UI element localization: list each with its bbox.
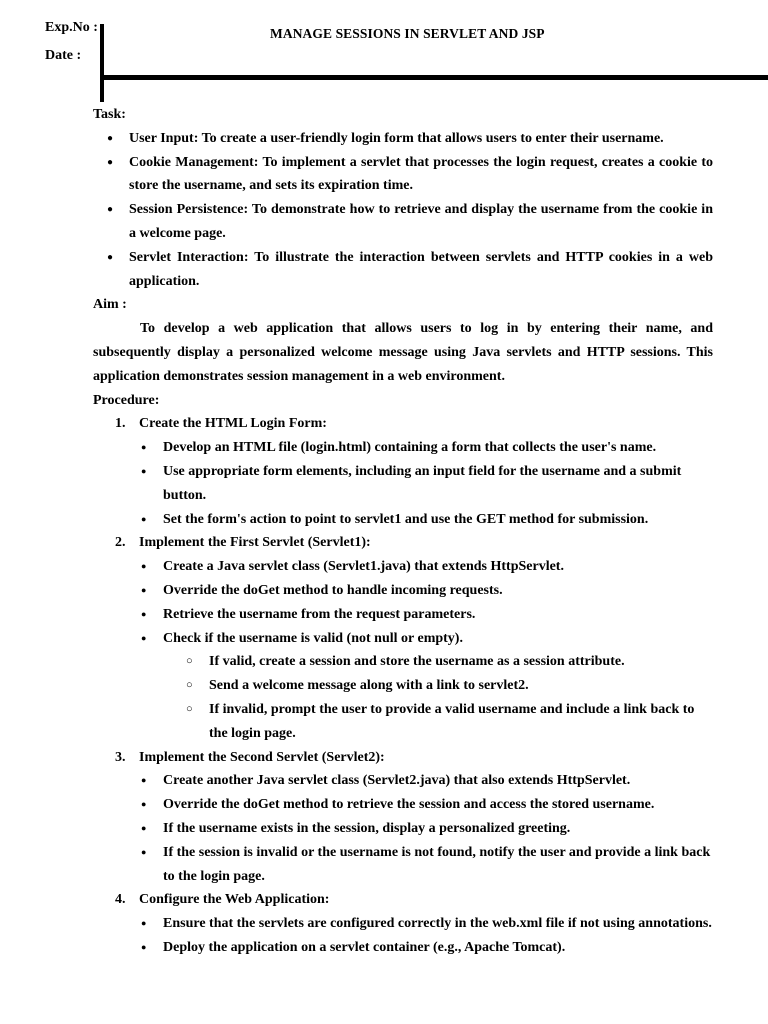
step-1-list [93,436,713,531]
step-2-list [93,555,713,650]
header-vertical-rule [100,24,104,102]
procedure-step-1 [93,412,713,436]
step-number: 3. [115,749,126,765]
task-heading: Task: [93,107,126,122]
sub-item-text: If invalid, prompt the user to provide a valid username and include a link back to the login page. [209,701,695,741]
procedure-section [93,389,713,960]
step-item: ● Use appropriate form elements, including an input field for the username and a submit button. [93,460,713,508]
step-2-sublist [93,650,713,745]
sub-item [93,698,713,746]
step-title: Configure the Web Application: [139,892,330,908]
aim-section [93,293,713,388]
sub-item [93,650,713,674]
step-item: ● If the username exists in the session, display a personalized greeting. [93,817,713,841]
procedure-step-4 [93,888,713,912]
date-label: Date : [45,48,82,63]
step-title: Implement the Second Servlet (Servlet2): [139,749,385,765]
step-item: ● Check if the username is valid (not null or empty). [93,627,713,651]
step-item: ● Develop an HTML file (login.html) containing a form that collects the user's name. [93,436,713,460]
task-section [93,103,713,293]
exp-no-label: Exp.No : [45,20,98,35]
step-title: Create the HTML Login Form: [139,416,327,432]
task-item: ● Servlet Interaction: To illustrate the interaction between servlets and HTTP cookies in a web application. [93,246,713,294]
sub-item [93,674,713,698]
procedure-heading: Procedure: [93,392,160,408]
circle-bullet-icon: ○ [186,702,193,715]
step-number: 2. [115,535,126,551]
task-item: ● Session Persistence: To demonstrate how to retrieve and display the username from the cookie in a welcome page. [93,198,713,246]
sub-item-text: Send a welcome message along with a link to servlet2. [209,678,529,694]
aim-heading: Aim : [93,297,127,313]
circle-bullet-icon: ○ [186,679,193,692]
sub-item-text: If valid, create a session and store the username as a session attribute. [209,654,625,670]
step-item: ● Set the form's action to point to servlet1 and use the GET method for submission. [93,508,713,532]
step-item: ● Override the doGet method to retrieve the session and access the stored username. [93,793,713,817]
step-item: ● Retrieve the username from the request parameters. [93,603,713,627]
step-number: 1. [115,416,126,432]
step-item: ● Ensure that the servlets are configured correctly in the web.xml file if not using annotations. [93,912,713,936]
step-item: ● Create a Java servlet class (Servlet1.java) that extends HttpServlet. [93,555,713,579]
step-number: 4. [115,892,126,908]
task-item: ● Cookie Management: To implement a servlet that processes the login request, creates a cookie to store the username, and sets its expiration time. [93,151,713,199]
page-title: MANAGE SESSIONS IN SERVLET AND JSP [270,26,545,41]
step-item: ● Create another Java servlet class (Servlet2.java) that also extends HttpServlet. [93,769,713,793]
step-title: Implement the First Servlet (Servlet1): [139,535,371,551]
step-item: ● If the session is invalid or the username is not found, notify the user and provide a link back to the login page. [93,841,713,889]
procedure-step-2 [93,531,713,555]
task-list [93,127,713,294]
step-item: ● Deploy the application on a servlet container (e.g., Apache Tomcat). [93,936,713,960]
step-4-list [93,912,713,960]
document-body [93,103,713,960]
aim-text: To develop a web application that allows users to log in by entering their name, and subsequently display a personalized welcome message using Java servlets and HTTP sessions. This application demonstrates session management in a web environment. [93,321,713,384]
procedure-step-3 [93,746,713,770]
circle-bullet-icon: ○ [186,655,193,668]
step-3-list [93,769,713,888]
task-item: ● User Input: To create a user-friendly login form that allows users to enter their username. [93,127,713,151]
step-item: ● Override the doGet method to handle incoming requests. [93,579,713,603]
header-horizontal-rule [100,75,768,80]
